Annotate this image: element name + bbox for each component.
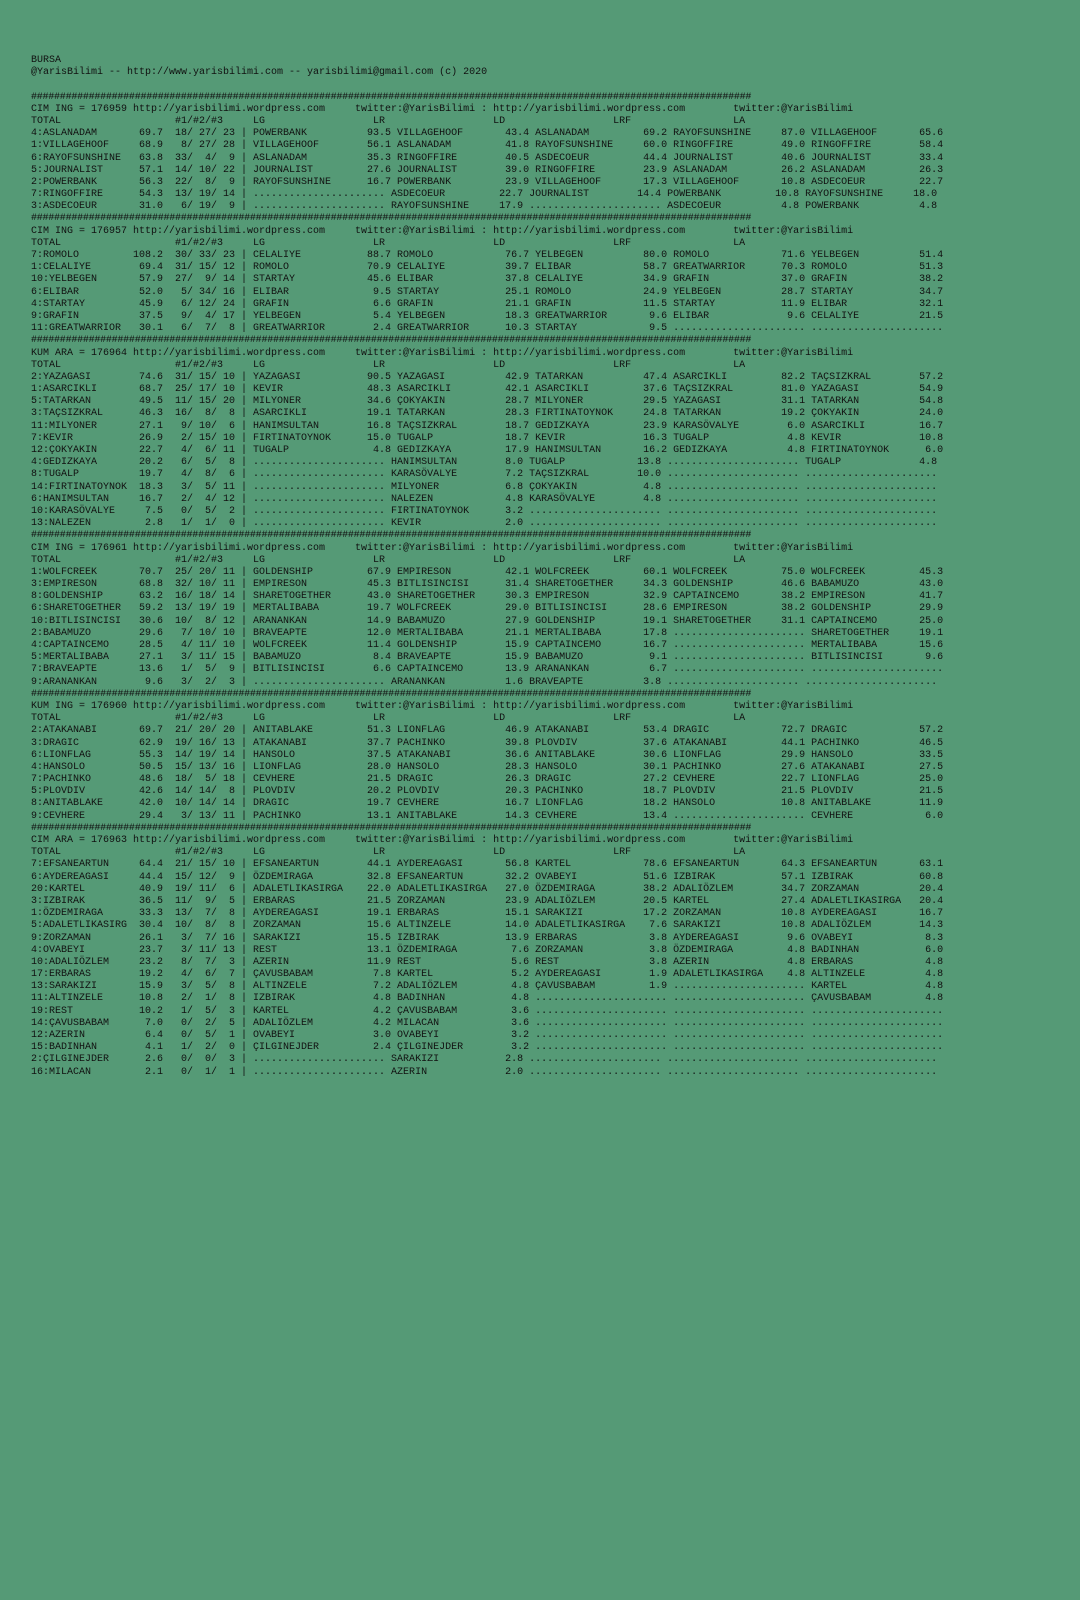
credit-line: @YarisBilimi -- http://www.yarisbilimi.com -- yarisbilimi@gmail.com (c) 2020 xyxy=(31,67,488,79)
result-row: 7:BRAVEAPTE 13.6 1/ 5/ 9 | BITLISINCISI 6.6 CAPTAINCEMO 13.9 ARANANKAN 6.7 ...................... ...................... xyxy=(31,664,944,676)
result-row: 6:RAYOFSUNSHINE 63.8 33/ 4/ 9 | ASLANADAM 35.3 RINGOFFIRE 40.5 ASDECOEUR 44.4 JOURNALIST 40.6 JOURNALIST 33.4 xyxy=(31,152,944,164)
column-header: TOTAL #1/#2/#3 LG LR LD LRF LA xyxy=(31,713,746,725)
result-row: 4:OVABEYI 23.7 3/ 11/ 13 | REST 13.1 ÖZDEMIRAGA 7.6 ZORZAMAN 3.8 ÖZDEMIRAGA 4.8 BADINHAN 6.0 xyxy=(31,944,944,956)
column-header: TOTAL #1/#2/#3 LG LR LD LRF LA xyxy=(31,237,746,249)
result-row: 8:GOLDENSHIP 63.2 16/ 18/ 14 | SHARETOGETHER 43.0 SHARETOGETHER 30.3 EMPIRESON 32.9 CAPTAINCEMO 38.2 EMPIRESON 41.7 xyxy=(31,591,944,603)
result-row: 5:MERTALIBABA 27.1 3/ 11/ 15 | BABAMUZO 8.4 BRAVEAPTE 15.9 BABAMUZO 9.1 ...................... BITLISINCISI 9.6 xyxy=(31,652,944,664)
result-row: 4:CAPTAINCEMO 28.5 4/ 11/ 10 | WOLFCREEK 11.4 GOLDENSHIP 15.9 CAPTAINCEMO 16.7 ...................... MERTALIBABA 15.6 xyxy=(31,640,944,651)
result-row: 6:ELIBAR 52.0 5/ 34/ 16 | ELIBAR 9.5 STARTAY 25.1 ROMOLO 24.9 YELBEGEN 28.7 STARTAY 34.7 xyxy=(31,286,944,298)
result-row: 16:MILACAN 2.1 0/ 1/ 1 | ...................... AZERIN 2.0 ...................... ...................... ...................... xyxy=(31,1066,938,1078)
race-header: CIM ARA = 176963 http://yarisbilimi.wordpress.com twitter:@YarisBilimi : http://yarisbilimi.wordpress.com twitter:@YarisBilimi xyxy=(31,835,854,846)
result-row: 5:TATARKAN 49.5 11/ 15/ 20 | MILYONER 34.6 ÇOKYAKIN 28.7 MILYONER 29.5 YAZAGASI 31.1 TATARKAN 54.8 xyxy=(31,396,944,408)
result-row: 1:ASARCIKLI 68.7 25/ 17/ 10 | KEVIR 48.3 ASARCIKLI 42.1 ASARCIKLI 37.6 TAÇSIZKRAL 81.0 YAZAGASI 54.9 xyxy=(31,384,944,396)
result-row: 10:KARASÖVALYE 7.5 0/ 5/ 2 | ...................... FIRTINATOYNOK 3.2 ...................... ...................... ...................... xyxy=(31,505,938,517)
result-row: 3:DRAGIC 62.9 19/ 16/ 13 | ATAKANABI 37.7 PACHINKO 39.8 PLOVDIV 37.6 ATAKANABI 44.1 PACHINKO 46.5 xyxy=(31,737,944,749)
race-statistics-document xyxy=(31,55,943,1079)
column-header: TOTAL #1/#2/#3 LG LR LD LRF LA xyxy=(31,115,746,127)
result-row: 12:ÇOKYAKIN 22.7 4/ 6/ 11 | TUGALP 4.8 GEDIZKAYA 17.9 HANIMSULTAN 16.2 GEDIZKAYA 4.8 FIRTINATOYNOK 6.0 xyxy=(31,445,944,456)
result-row: 9:ARANANKAN 9.6 3/ 2/ 3 | ...................... ARANANKAN 1.6 BRAVEAPTE 3.8 ...................... ...................... xyxy=(31,676,938,688)
city-title: BURSA xyxy=(31,55,62,66)
result-row: 13:SARAKIZI 15.9 3/ 5/ 8 | ALTINZELE 7.2 ADALIÖZLEM 4.8 ÇAVUSBABAM 1.9 ...................... KARTEL 4.8 xyxy=(31,981,944,993)
result-row: 11:MILYONER 27.1 9/ 10/ 6 | HANIMSULTAN 16.8 TAÇSIZKRAL 18.7 GEDIZKAYA 23.9 KARASÖVALYE 6.0 ASARCIKLI 16.7 xyxy=(31,420,944,432)
column-header: TOTAL #1/#2/#3 LG LR LD LRF LA xyxy=(31,554,746,566)
result-row: 7:ROMOLO 108.2 30/ 33/ 23 | CELALIYE 88.7 ROMOLO 76.7 YELBEGEN 80.0 ROMOLO 71.6 YELBEGEN 51.4 xyxy=(31,250,944,261)
result-row: 8:ANITABLAKE 42.0 10/ 14/ 14 | DRAGIC 19.7 CEVHERE 16.7 LIONFLAG 18.2 HANSOLO 10.8 ANITABLAKE 11.9 xyxy=(31,798,944,810)
result-row: 6:AYDEREAGASI 44.4 15/ 12/ 9 | ÖZDEMIRAGA 32.8 EFSANEARTUN 32.2 OVABEYI 51.6 IZBIRAK 57.1 IZBIRAK 60.8 xyxy=(31,871,944,883)
result-row: 4:ASLANADAM 69.7 18/ 27/ 23 | POWERBANK 93.5 VILLAGEHOOF 43.4 ASLANADAM 69.2 RAYOFSUNSHINE 87.0 VILLAGEHOOF 65.6 xyxy=(31,128,944,140)
result-row: 10:BITLISINCISI 30.6 10/ 8/ 12 | ARANANKAN 14.9 BABAMUZO 27.9 GOLDENSHIP 19.1 SHARETOGETHER 31.1 CAPTAINCEMO 25.0 xyxy=(31,615,944,627)
result-row: 2:BABAMUZO 29.6 7/ 10/ 10 | BRAVEAPTE 12.0 MERTALIBABA 21.1 MERTALIBABA 17.8 ...................... SHARETOGETHER 19.1 xyxy=(31,627,944,639)
result-row: 20:KARTEL 40.9 19/ 11/ 6 | ADALETLIKASIRGA 22.0 ADALETLIKASIRGA 27.0 ÖZDEMIRAGA 38.2 ADALIÖZLEM 34.7 ZORZAMAN 20.4 xyxy=(31,883,944,895)
result-row: 11:GREATWARRIOR 30.1 6/ 7/ 8 | GREATWARRIOR 2.4 GREATWARRIOR 10.3 STARTAY 9.5 ...................... ...................... xyxy=(31,323,944,335)
result-row: 5:PLOVDIV 42.6 14/ 14/ 8 | PLOVDIV 20.2 PLOVDIV 20.3 PACHINKO 18.7 PLOVDIV 21.5 PLOVDIV 21.5 xyxy=(31,786,944,798)
result-row: 2:ATAKANABI 69.7 21/ 20/ 20 | ANITABLAKE 51.3 LIONFLAG 46.9 ATAKANABI 53.4 DRAGIC 72.7 DRAGIC 57.2 xyxy=(31,725,944,737)
result-row: 2:YAZAGASI 74.6 31/ 15/ 10 | YAZAGASI 90.5 YAZAGASI 42.9 TATARKAN 47.4 ASARCIKLI 82.2 TAÇSIZKRAL 57.2 xyxy=(31,371,944,383)
section-separator: ############################################################################################################################# xyxy=(31,213,752,225)
result-row: 3:EMPIRESON 68.8 32/ 10/ 11 | EMPIRESON 45.3 BITLISINCISI 31.4 SHARETOGETHER 34.3 GOLDENSHIP 46.6 BABAMUZO 43.0 xyxy=(31,579,944,591)
result-row: 7:EFSANEARTUN 64.4 21/ 15/ 10 | EFSANEARTUN 44.1 AYDEREAGASI 56.8 KARTEL 78.6 EFSANEARTUN 64.3 EFSANEARTUN 63.1 xyxy=(31,859,944,871)
result-row: 6:LIONFLAG 55.3 14/ 19/ 14 | HANSOLO 37.5 ATAKANABI 36.6 ANITABLAKE 30.6 LIONFLAG 29.9 HANSOLO 33.5 xyxy=(31,749,944,761)
result-row: 6:SHARETOGETHER 59.2 13/ 19/ 19 | MERTALIBABA 19.7 WOLFCREEK 29.0 BITLISINCISI 28.6 EMPIRESON 38.2 GOLDENSHIP 29.9 xyxy=(31,603,944,615)
result-row: 4:STARTAY 45.9 6/ 12/ 24 | GRAFIN 6.6 GRAFIN 21.1 GRAFIN 11.5 STARTAY 11.9 ELIBAR 32.1 xyxy=(31,298,944,310)
result-row: 7:RINGOFFIRE 54.3 13/ 19/ 14 | ...................... ASDECOEUR 22.7 JOURNALIST 14.4 POWERBANK 10.8 RAYOFSUNSHINE 18.0 xyxy=(31,189,938,201)
result-row: 15:BADINHAN 4.1 1/ 2/ 0 | ÇILGINEJDER 2.4 ÇILGINEJDER 3.2 ...................... ...................... ...................... xyxy=(31,1042,944,1054)
result-row: 4:HANSOLO 50.5 15/ 13/ 16 | LIONFLAG 28.0 HANSOLO 28.3 HANSOLO 30.1 PACHINKO 27.6 ATAKANABI 27.5 xyxy=(31,761,944,773)
race-header: CIM ING = 176959 http://yarisbilimi.wordpress.com twitter:@YarisBilimi : http://yarisbilimi.wordpress.com twitter:@YarisBilimi xyxy=(31,103,854,115)
result-row: 3:ASDECOEUR 31.0 6/ 19/ 9 | ...................... RAYOFSUNSHINE 17.9 ...................... ASDECOEUR 4.8 POWERBANK 4.8 xyxy=(31,201,938,213)
result-row: 1:ÖZDEMIRAGA 33.3 13/ 7/ 8 | AYDEREAGASI 19.1 ERBARAS 15.1 SARAKIZI 17.2 ZORZAMAN 10.8 AYDEREAGASI 16.7 xyxy=(31,908,944,920)
result-row: 9:CEVHERE 29.4 3/ 13/ 11 | PACHINKO 13.1 ANITABLAKE 14.3 CEVHERE 13.4 ...................... CEVHERE 6.0 xyxy=(31,810,944,822)
result-row: 8:TUGALP 19.7 4/ 8/ 6 | ...................... KARASÖVALYE 7.2 TAÇSIZKRAL 10.0 ...................... ...................... xyxy=(31,469,938,481)
blank-line xyxy=(31,79,943,91)
result-row: 3:TAÇSIZKRAL 46.3 16/ 8/ 8 | ASARCIKLI 19.1 TATARKAN 28.3 FIRTINATOYNOK 24.8 TATARKAN 19.2 ÇOKYAKIN 24.0 xyxy=(31,408,944,420)
result-row: 1:VILLAGEHOOF 68.9 8/ 27/ 28 | VILLAGEHOOF 56.1 ASLANADAM 41.8 RAYOFSUNSHINE 60.0 RINGOFFIRE 49.0 RINGOFFIRE 58.4 xyxy=(31,140,944,152)
result-row: 6:HANIMSULTAN 16.7 2/ 4/ 12 | ...................... NALEZEN 4.8 KARASÖVALYE 4.8 ...................... ...................... xyxy=(31,493,938,505)
result-row: 2:POWERBANK 56.3 22/ 8/ 9 | RAYOFSUNSHINE 16.7 POWERBANK 23.9 VILLAGEHOOF 17.3 VILLAGEHOOF 10.8 ASDECOEUR 22.7 xyxy=(31,176,944,188)
result-row: 11:ALTINZELE 10.8 2/ 1/ 8 | IZBIRAK 4.8 BADINHAN 4.8 ...................... ...................... ÇAVUSBABAM 4.8 xyxy=(31,993,944,1005)
section-separator: ############################################################################################################################# xyxy=(31,335,752,347)
section-separator: ############################################################################################################################# xyxy=(31,91,752,103)
result-row: 7:PACHINKO 48.6 18/ 5/ 18 | CEVHERE 21.5 DRAGIC 26.3 DRAGIC 27.2 CEVHERE 22.7 LIONFLAG 25.0 xyxy=(31,774,944,786)
result-row: 3:IZBIRAK 36.5 11/ 9/ 5 | ERBARAS 21.5 ZORZAMAN 23.9 ADALIÖZLEM 20.5 KARTEL 27.4 ADALETLIKASIRGA 20.4 xyxy=(31,895,944,907)
section-separator: ############################################################################################################################# xyxy=(31,822,752,834)
result-row: 14:FIRTINATOYNOK 18.3 3/ 5/ 11 | ...................... MILYONER 6.8 ÇOKYAKIN 4.8 ...................... ...................... xyxy=(31,481,938,493)
result-row: 5:JOURNALIST 57.1 14/ 10/ 22 | JOURNALIST 27.6 JOURNALIST 39.0 RINGOFFIRE 23.9 ASLANADAM 26.2 ASLANADAM 26.3 xyxy=(31,164,944,176)
race-header: CIM ING = 176961 http://yarisbilimi.wordpress.com twitter:@YarisBilimi : http://yarisbilimi.wordpress.com twitter:@YarisBilimi xyxy=(31,542,854,554)
result-row: 2:ÇILGINEJDER 2.6 0/ 0/ 3 | ...................... SARAKIZI 2.8 ...................... ...................... ...................... xyxy=(31,1054,938,1066)
result-row: 7:KEVIR 26.9 2/ 15/ 10 | FIRTINATOYNOK 15.0 TUGALP 18.7 KEVIR 16.3 TUGALP 4.8 KEVIR 10.8 xyxy=(31,432,944,444)
result-row: 9:ZORZAMAN 26.1 3/ 7/ 16 | SARAKIZI 15.5 IZBIRAK 13.9 ERBARAS 3.8 AYDEREAGASI 9.6 OVABEYI 8.3 xyxy=(31,932,944,944)
result-row: 12:AZERIN 6.4 0/ 5/ 1 | OVABEYI 3.0 OVABEYI 3.2 ...................... ...................... ...................... xyxy=(31,1030,944,1041)
results-lines xyxy=(31,104,943,1079)
race-header: KUM ARA = 176964 http://yarisbilimi.wordpress.com twitter:@YarisBilimi : http://yarisbilimi.wordpress.com twitter:@YarisBilimi xyxy=(31,347,854,359)
result-row: 5:ADALETLIKASIRG 30.4 10/ 8/ 8 | ZORZAMAN 15.6 ALTINZELE 14.0 ADALETLIKASIRGA 7.6 SARAKIZI 10.8 ADALIÖZLEM 14.3 xyxy=(31,920,944,932)
result-row: 10:ADALIÖZLEM 23.2 8/ 7/ 3 | AZERIN 11.9 REST 5.6 REST 3.8 AZERIN 4.8 ERBARAS 4.8 xyxy=(31,956,944,968)
result-row: 14:ÇAVUSBABAM 7.0 0/ 2/ 5 | ADALIÖZLEM 4.2 MILACAN 3.6 ...................... ...................... ...................... xyxy=(31,1017,944,1029)
result-row: 4:GEDIZKAYA 20.2 6/ 5/ 8 | ...................... HANIMSULTAN 8.0 TUGALP 13.8 ...................... TUGALP 4.8 xyxy=(31,457,938,469)
column-header: TOTAL #1/#2/#3 LG LR LD LRF LA xyxy=(31,847,746,859)
column-header: TOTAL #1/#2/#3 LG LR LD LRF LA xyxy=(31,359,746,371)
section-separator: ############################################################################################################################# xyxy=(31,530,752,542)
result-row: 1:CELALIYE 69.4 31/ 15/ 12 | ROMOLO 70.9 CELALIYE 39.7 ELIBAR 58.7 GREATWARRIOR 70.3 ROMOLO 51.3 xyxy=(31,262,944,274)
result-row: 19:REST 10.2 1/ 5/ 3 | KARTEL 4.2 ÇAVUSBABAM 3.6 ...................... ...................... ...................... xyxy=(31,1005,944,1017)
result-row: 9:GRAFIN 37.5 9/ 4/ 17 | YELBEGEN 5.4 YELBEGEN 18.3 GREATWARRIOR 9.6 ELIBAR 9.6 CELALIYE 21.5 xyxy=(31,310,944,322)
result-row: 17:ERBARAS 19.2 4/ 6/ 7 | ÇAVUSBABAM 7.8 KARTEL 5.2 AYDEREAGASI 1.9 ADALETLIKASIRGA 4.8 ALTINZELE 4.8 xyxy=(31,969,944,981)
section-separator: ############################################################################################################################# xyxy=(31,688,752,700)
result-row: 13:NALEZEN 2.8 1/ 1/ 0 | ...................... KEVIR 2.0 ...................... ...................... ...................... xyxy=(31,518,938,530)
race-header: KUM ING = 176960 http://yarisbilimi.wordpress.com twitter:@YarisBilimi : http://yarisbilimi.wordpress.com twitter:@YarisBilimi xyxy=(31,700,854,712)
result-row: 10:YELBEGEN 57.9 27/ 9/ 14 | STARTAY 45.6 ELIBAR 37.8 CELALIYE 34.9 GRAFIN 37.0 GRAFIN 38.2 xyxy=(31,274,944,286)
race-header: CIM ING = 176957 http://yarisbilimi.wordpress.com twitter:@YarisBilimi : http://yarisbilimi.wordpress.com twitter:@YarisBilimi xyxy=(31,225,854,237)
result-row: 1:WOLFCREEK 70.7 25/ 20/ 11 | GOLDENSHIP 67.9 EMPIRESON 42.1 WOLFCREEK 60.1 WOLFCREEK 75.0 WOLFCREEK 45.3 xyxy=(31,566,944,578)
